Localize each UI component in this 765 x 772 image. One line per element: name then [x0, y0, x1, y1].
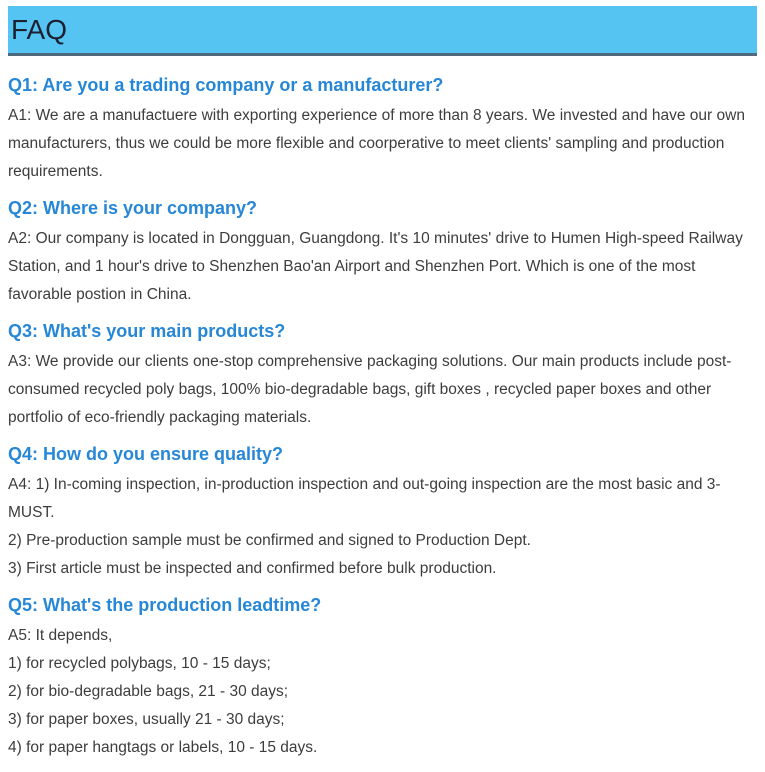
faq-answer — [8, 225, 755, 309]
faq-title-bar — [8, 6, 757, 56]
faq-question: Q1: Are you a trading company or a manufacturer? — [8, 75, 444, 95]
faq-answer-line: 2) Pre-production sample must be confirmed and signed to Production Dept. — [8, 532, 531, 549]
faq-answer-line: 4) for paper hangtags or labels, 10 - 15 days. — [8, 739, 318, 756]
faq-answer — [8, 348, 755, 432]
faq-question: Q4: How do you ensure quality? — [8, 444, 284, 464]
faq-item — [8, 596, 755, 762]
faq-question: Q2: Where is your company? — [8, 198, 258, 218]
faq-question: Q5: What's the production leadtime? — [8, 595, 322, 615]
faq-item — [8, 76, 755, 186]
faq-question: Q3: What's your main products? — [8, 321, 286, 341]
faq-answer-line: A4: 1) In-coming inspection, in-production inspection and out-going inspection are the most basic and 3-MUST. — [8, 476, 721, 521]
faq-answer-line: A3: We provide our clients one-stop comprehensive packaging solutions. Our main products include post-consumed recycled poly bags, 100% bio-degradable bags, gift boxes , recycled paper boxes and other portfolio of eco-friendly packaging materials. — [8, 353, 732, 426]
faq-answer — [8, 102, 755, 186]
faq-item — [8, 322, 755, 432]
faq-answer — [8, 471, 755, 583]
faq-answer-line: A5: It depends, — [8, 627, 113, 644]
faq-answer-line: 2) for bio-degradable bags, 21 - 30 days; — [8, 683, 289, 700]
faq-item — [8, 445, 755, 583]
faq-item — [8, 199, 755, 309]
faq-answer-line: 3) First article must be inspected and confirmed before bulk production. — [8, 560, 497, 577]
faq-answer-line: A2: Our company is located in Dongguan, Guangdong. It's 10 minutes' drive to Humen High-speed Railway Station, and 1 hour's drive to Shenzhen Bao'an Airport and Shenzhen Port. Which is one of the most favorable postion in China. — [8, 230, 743, 303]
page-title: FAQ — [11, 13, 68, 45]
faq-answer-line: 1) for recycled polybags, 10 - 15 days; — [8, 655, 271, 672]
faq-list — [8, 76, 757, 762]
faq-answer-line: A1: We are a manufactuere with exporting experience of more than 8 years. We invested and have our own manufacturers, thus we could be more flexible and coorperative to meet clients' sampling and production requirements. — [8, 107, 745, 180]
faq-answer-line: 3) for paper boxes, usually 21 - 30 days; — [8, 711, 285, 728]
faq-answer — [8, 622, 755, 762]
